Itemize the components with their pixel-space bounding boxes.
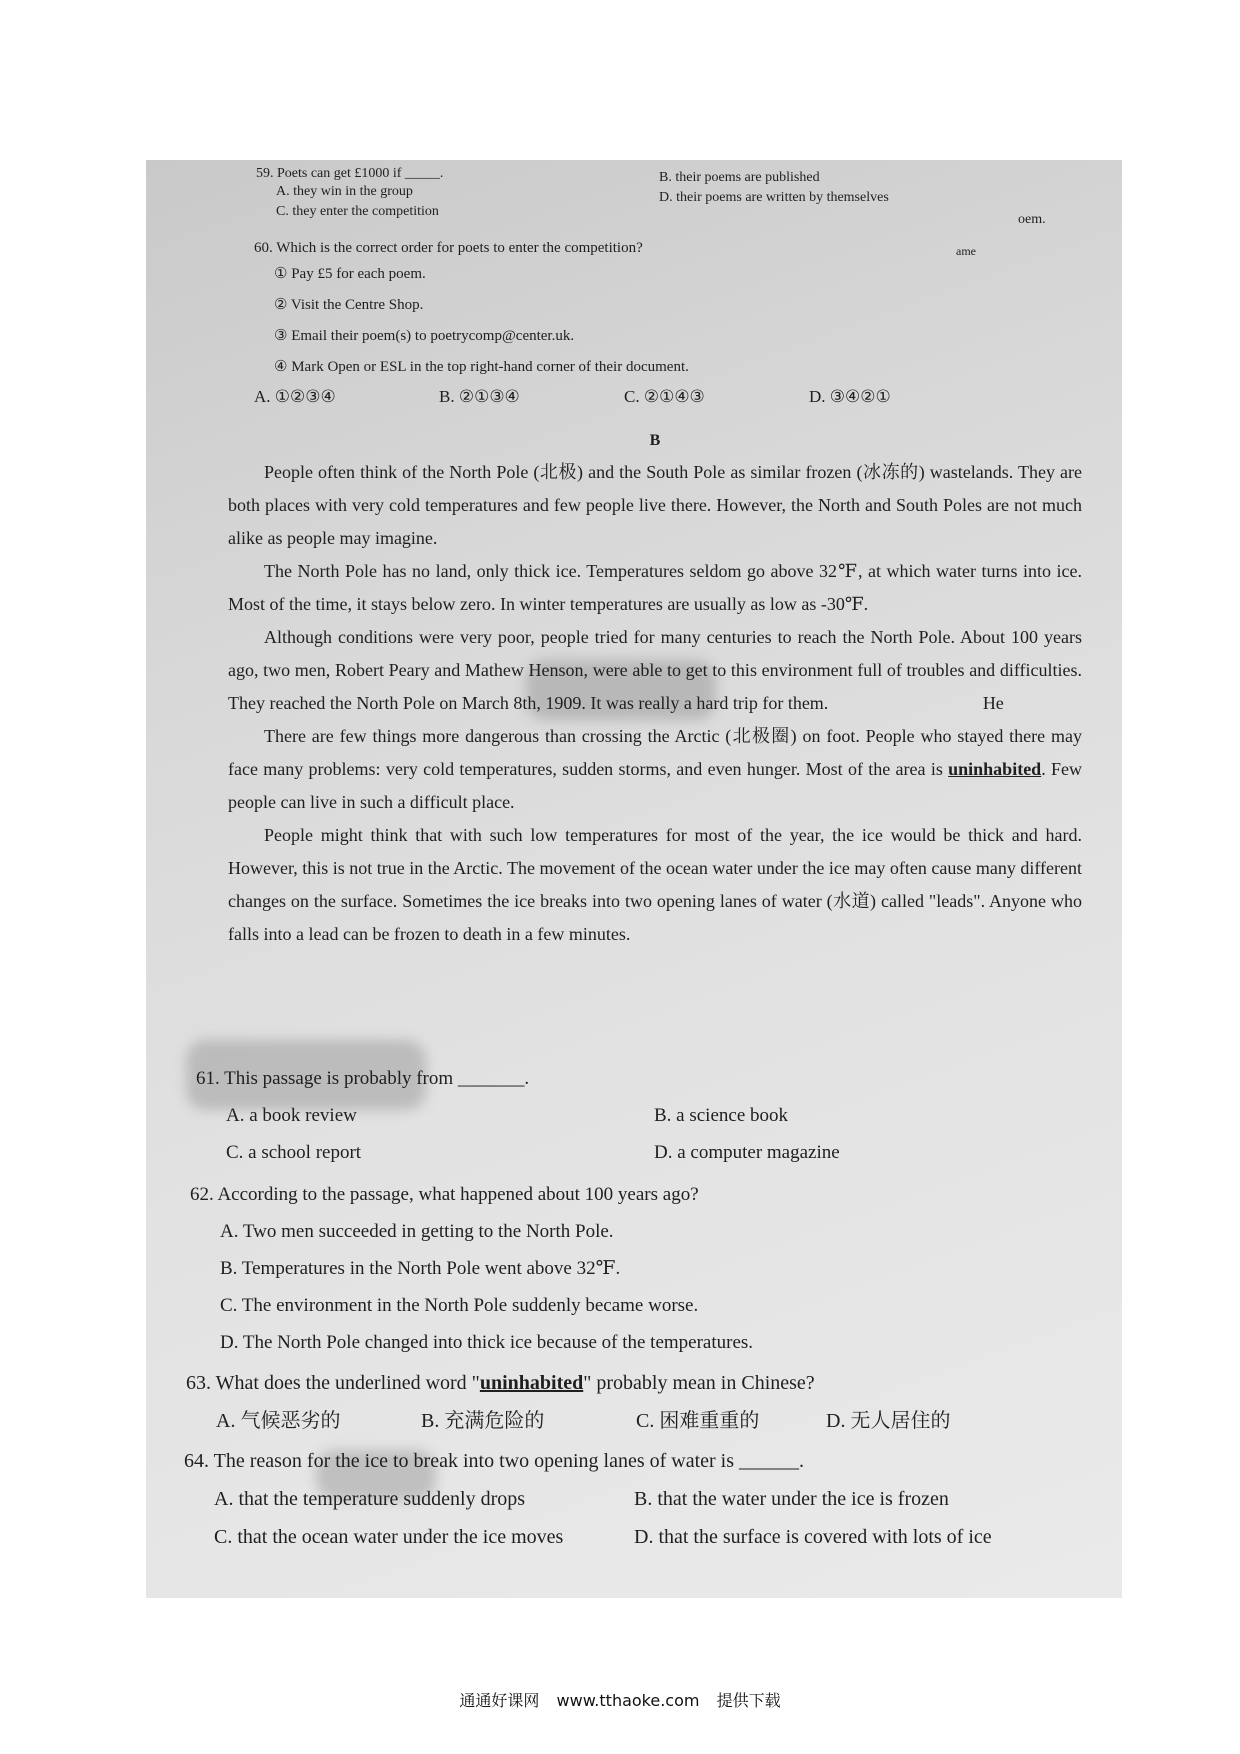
q63-stem-after: " probably mean in Chinese? (583, 1372, 815, 1394)
passage-label: B (649, 432, 661, 449)
q63-underlined-word: uninhabited (479, 1372, 584, 1394)
q60-step-2: ② Visit the Centre Shop. (274, 297, 424, 313)
q62-option-b: B. Temperatures in the North Pole went above 32℉. (220, 1258, 621, 1279)
q61-option-b: B. a science book (654, 1105, 789, 1126)
q59-option-b: B. their poems are published (659, 170, 820, 185)
question-59 (256, 166, 1062, 220)
q60-option-c: C. ②①④③ (624, 387, 705, 406)
q64-option-c: C. that the ocean water under the ice moves (214, 1526, 564, 1548)
underlined-word: uninhabited (948, 759, 1042, 779)
download-footer (0, 1688, 1240, 1711)
footer-suffix: 提供下载 (716, 1691, 781, 1710)
q63-stem (186, 1364, 1082, 1402)
q60-step-3: ③ Email their poem(s) to poetrycomp@center.uk. (274, 328, 575, 344)
margin-note-2: ame (956, 244, 976, 258)
q59-option-c: C. they enter the competition (276, 204, 439, 219)
q61-stem: 61. This passage is probably from _______. (196, 1068, 530, 1089)
passage-paragraph-4 (228, 720, 1082, 819)
question-60 (254, 240, 1062, 407)
q63-stem-before: 63. What does the underlined word " (186, 1372, 480, 1394)
q60-step-4: ④ Mark Open or ESL in the top right-hand corner of their document. (274, 359, 689, 375)
paragraph-4-after: . Few people can live in such a difficult place. (228, 759, 1083, 812)
q61-option-d: D. a computer magazine (654, 1142, 840, 1163)
passage-paragraph-1: People often think of the North Pole (北极) and the South Pole as similar frozen (冰冻的) wastelands. They are both places with very cold temperatures and few people live there. However, the North and South Poles are not much alike as people may imagine. (228, 462, 1082, 548)
q62-option-d: D. The North Pole changed into thick ice because of the temperatures. (220, 1332, 754, 1353)
passage-paragraph-5: People might think that with such low temperatures for most of the year, the ice would be thick and hard. However, this is not true in the Arctic. The movement of the ocean water under the ice may often cause many different changes on the surface. Sometimes the ice breaks into two opening lanes of water (水道) called "leads". Anyone who falls into a lead can be frozen to death in a few minutes. (228, 825, 1082, 944)
question-62 (190, 1176, 1082, 1361)
q59-option-d: D. their poems are written by themselves (659, 190, 889, 205)
question-64 (184, 1442, 1092, 1556)
passage-b (228, 430, 1082, 951)
q61-option-a: A. a book review (226, 1105, 357, 1126)
q63-option-d: D. 无人居住的 (826, 1410, 951, 1432)
q60-option-d: D. ③④②① (809, 387, 891, 406)
passage-paragraph-3 (228, 621, 1082, 720)
q62-option-c: C. The environment in the North Pole suddenly became worse. (220, 1295, 699, 1316)
q60-option-a: A. ①②③④ (254, 387, 336, 406)
q64-option-d: D. that the surface is covered with lots of ice (634, 1526, 992, 1548)
q60-step-1: ① Pay £5 for each poem. (274, 266, 426, 282)
q64-option-b: B. that the water under the ice is frozen (634, 1488, 949, 1510)
q62-stem: 62. According to the passage, what happened about 100 years ago? (190, 1184, 699, 1205)
q64-stem: 64. The reason for the ice to break into two opening lanes of water is ______. (184, 1450, 805, 1472)
q61-option-c: C. a school report (226, 1142, 362, 1163)
margin-note-1: oem. (1018, 212, 1046, 227)
q60-option-b: B. ②①③④ (439, 387, 520, 406)
q60-stem: 60. Which is the correct order for poets to enter the competition? (254, 240, 643, 256)
q64-option-a: A. that the temperature suddenly drops (214, 1488, 526, 1510)
q62-option-a: A. Two men succeeded in getting to the North Pole. (220, 1221, 614, 1242)
paragraph-3-stray-mark: He (982, 693, 1004, 713)
exam-page-photo (146, 160, 1122, 1598)
q63-option-b: B. 充满危险的 (421, 1410, 545, 1432)
q59-stem: 59. Poets can get £1000 if _____. (256, 166, 444, 181)
q63-option-c: C. 困难重重的 (636, 1410, 760, 1432)
footer-site-name: 通通好课网 (459, 1691, 540, 1710)
paragraph-4-before: There are few things more dangerous than crossing the Arctic (北极圈) on foot. People who stayed there may face many problems: very cold temperatures, sudden storms, and even hunger. Most of the area is (228, 726, 1082, 779)
q59-option-a: A. they win in the group (276, 184, 413, 199)
q63-option-a: A. 气候恶劣的 (216, 1410, 341, 1432)
question-61 (196, 1060, 1082, 1171)
question-63 (186, 1364, 1082, 1440)
footer-url[interactable]: www.tthaoke.com (556, 1691, 700, 1710)
paragraph-3-text: Although conditions were very poor, people tried for many centuries to reach the North Pole. About 100 years ago, two men, Robert Peary and Mathew Henson, were able to get to this environment full of troubles and difficulties. They reached the North Pole on March 8th, 1909. It was really a hard trip for them. (228, 627, 1082, 713)
passage-paragraph-2: The North Pole has no land, only thick ice. Temperatures seldom go above 32℉, at which water turns into ice. Most of the time, it stays below zero. In winter temperatures are usually as low as -30℉. (228, 561, 1082, 614)
